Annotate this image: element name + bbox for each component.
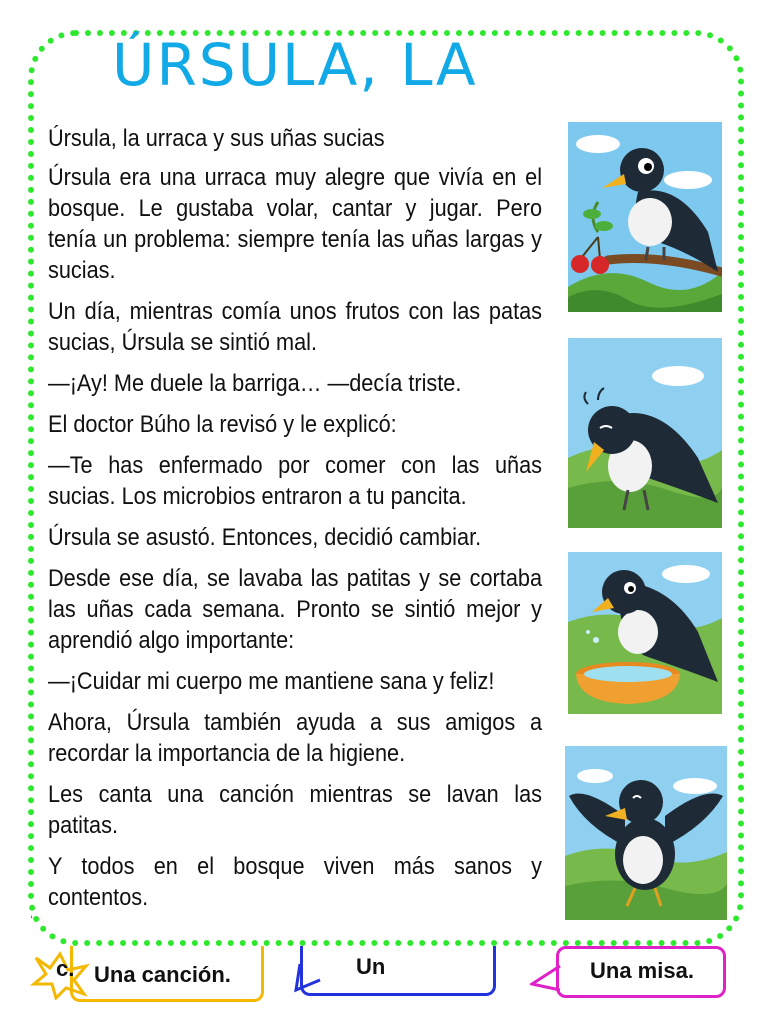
paragraph: Desde ese día, se lavaba las patitas y se cortaba las uñas cada semana. Pronto se sintió mejor y aprendió algo importante: — [48, 566, 543, 654]
sick-magpie-illustration — [568, 338, 722, 528]
magpie-branch-illustration — [568, 122, 722, 312]
paragraph: —Te has enfermado por comer con las uñas sucias. Los microbios entraron a tu pancita. — [48, 453, 543, 510]
story-heading: Úrsula, la urraca y sus uñas sucias — [48, 126, 385, 152]
paragraph: Úrsula se asustó. Entonces, decidió cambiar. — [48, 525, 482, 551]
option-a-text: Una misa. — [590, 958, 694, 983]
story-text — [48, 124, 542, 924]
paragraph: Les canta una canción mientras se lavan las patitas. — [48, 782, 543, 839]
option-b-box — [300, 944, 496, 996]
paragraph: Un día, mientras comía unos frutos con las patas sucias, Úrsula se sintió mal. — [48, 299, 543, 356]
page-title: ÚRSULA, LA — [112, 31, 478, 99]
paragraph: El doctor Búho la revisó y le explicó: — [48, 412, 397, 438]
paragraph: Úrsula era una urraca muy alegre que vivía en el bosque. Le gustaba volar, cantar y jugar. Pero tenía un problema: siempre tenía las uñas largas y sucias. — [48, 165, 543, 284]
bubble-tail-icon — [530, 960, 564, 996]
option-b-text: Un — [356, 954, 386, 979]
paragraph: Ahora, Úrsula también ayuda a sus amigos a recordar la importancia de la higiene. — [48, 710, 543, 767]
paragraph: —¡Cuidar mi cuerpo me mantiene sana y feliz! — [48, 669, 495, 695]
option-c-text: Una canción. — [94, 962, 231, 987]
happy-magpie-illustration — [565, 746, 727, 920]
bubble-tail-icon — [294, 960, 324, 996]
washing-magpie-illustration — [568, 552, 722, 714]
option-c-letter: c. — [56, 956, 75, 981]
paragraph: Y todos en el bosque viven más sanos y contentos. — [48, 854, 543, 911]
paragraph: —¡Ay! Me duele la barriga… —decía triste. — [48, 371, 462, 397]
